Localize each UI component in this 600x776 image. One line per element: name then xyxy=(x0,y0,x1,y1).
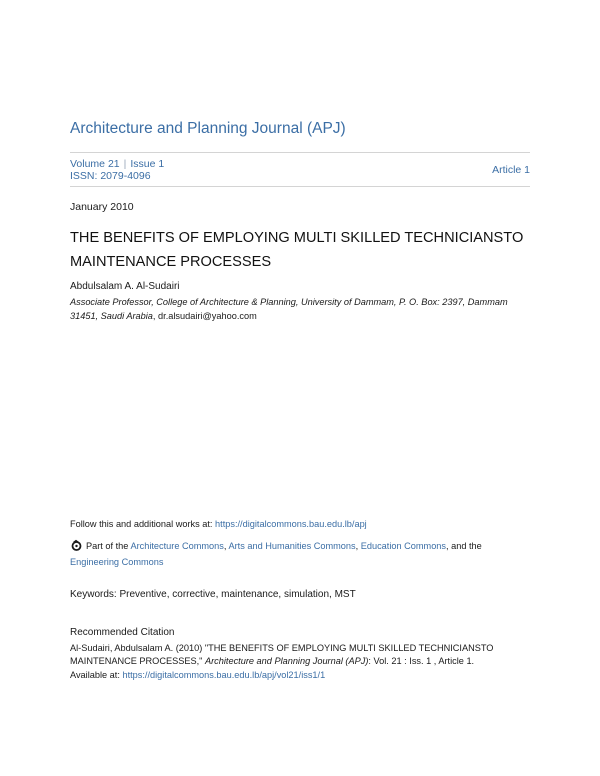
issue-link[interactable]: Issue 1 xyxy=(130,158,165,170)
author-name: Abdulsalam A. Al-Sudairi xyxy=(70,281,180,292)
commons-link-education[interactable]: Education Commons xyxy=(360,541,447,551)
separator: , and the xyxy=(446,541,482,551)
header-divider-bottom xyxy=(70,186,530,187)
part-of-prefix: Part of the xyxy=(86,541,131,551)
separator: , xyxy=(223,541,229,551)
keywords-label: Keywords: xyxy=(70,589,117,600)
citation-post: : Vol. 21 : Iss. 1 , Article 1. xyxy=(368,656,475,667)
separator: | xyxy=(123,158,127,170)
available-prefix: Available at: xyxy=(70,669,123,680)
commons-link-engineering[interactable]: Engineering Commons xyxy=(70,557,164,567)
available-url-link[interactable]: https://digitalcommons.bau.edu.lb/apj/vol21/iss1/1 xyxy=(122,669,326,680)
follow-line xyxy=(70,519,367,529)
keywords-value: Preventive, corrective, maintenance, simulation, MST xyxy=(116,589,356,600)
header-divider-top xyxy=(70,152,530,153)
affiliation-separator: , xyxy=(152,311,159,321)
open-access-icon xyxy=(70,539,82,551)
affiliation-text: Associate Professor, College of Architecture & Planning, University of Dammam, P. O. Box: 2397, Dammam 31451, Saudi Arabia xyxy=(70,297,508,321)
citation-text xyxy=(70,642,532,682)
volume-link[interactable]: Volume 21 xyxy=(70,158,120,170)
part-of-block xyxy=(70,538,532,570)
issn-text: ISSN: 2079-4096 xyxy=(70,170,151,182)
keywords-line xyxy=(70,589,356,600)
journal-title-link[interactable]: Architecture and Planning Journal (APJ) xyxy=(70,120,346,137)
citation-pre: Al-Sudairi, Abdulsalam A. (2010) "THE BENEFITS OF EMPLOYING MULTI SKILLED TECHNICIANSTO MAINTENANCE PROCESSES," xyxy=(70,643,494,667)
citation-journal: Architecture and Planning Journal (APJ) xyxy=(204,656,369,667)
publication-date: January 2010 xyxy=(70,201,134,213)
commons-link-architecture[interactable]: Architecture Commons xyxy=(130,541,224,551)
article-number-link[interactable]: Article 1 xyxy=(492,164,530,176)
commons-link-arts-humanities[interactable]: Arts and Humanities Commons xyxy=(228,541,356,551)
recommended-citation-heading: Recommended Citation xyxy=(70,627,175,638)
author-email: dr.alsudairi@yahoo.com xyxy=(158,311,257,321)
author-affiliation xyxy=(70,295,535,323)
paper-title: THE BENEFITS OF EMPLOYING MULTI SKILLED TECHNICIANSTO MAINTENANCE PROCESSES xyxy=(70,230,524,270)
volume-issue-block xyxy=(70,158,164,182)
follow-prefix: Follow this and additional works at: xyxy=(70,519,216,529)
follow-url-link[interactable]: https://digitalcommons.bau.edu.lb/apj xyxy=(215,519,367,529)
separator: , xyxy=(355,541,361,551)
